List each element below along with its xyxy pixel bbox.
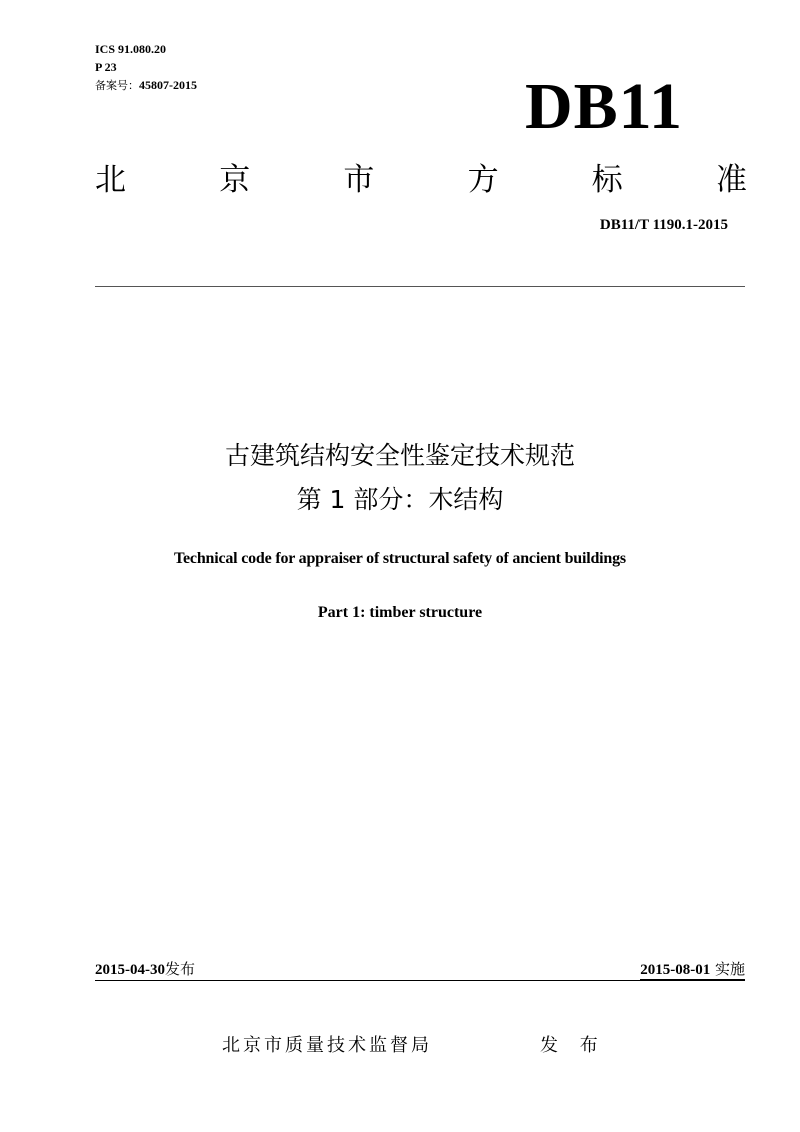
title-char: 准 [715, 161, 747, 198]
publisher-name: 北京市质量技术监督局 [222, 1035, 432, 1056]
implement-date: 2015-08-01 [640, 962, 711, 978]
standard-code: DB11 [525, 70, 684, 143]
issue-label: 发布 [165, 960, 196, 978]
issue-date: 2015-04-30 [95, 962, 165, 978]
record-number: 45807-2015 [139, 78, 197, 92]
title-char: 市 [343, 161, 375, 198]
record-line [95, 76, 197, 95]
publisher-action: 发 布 [540, 1035, 606, 1056]
title-chinese-part: 第 1 部分：木结构 [296, 485, 504, 514]
implement-label: 实施 [714, 960, 745, 978]
title-char: 北 [95, 161, 126, 198]
ccs-code: P 23 [95, 60, 117, 74]
implement-date-line [640, 958, 745, 980]
bottom-divider [95, 980, 745, 981]
title-chinese-main: 古建筑结构安全性鉴定技术规范 [224, 441, 575, 470]
title-english-part: Part 1: timber structure [317, 604, 483, 621]
ics-code: ICS 91.080.20 [95, 42, 167, 56]
title-english-main: Technical code for appraiser of structural safety of ancient buildings [174, 550, 626, 567]
header-meta [95, 40, 197, 95]
top-divider [95, 286, 745, 287]
standard-number: DB11/T 1190.1-2015 [599, 217, 728, 233]
record-label: 备案号： [95, 79, 139, 92]
issue-date-line [95, 958, 195, 979]
standard-category-title [95, 156, 747, 196]
title-char: 方 [467, 161, 499, 198]
title-char: 京 [219, 161, 251, 198]
title-char: 标 [591, 161, 623, 198]
